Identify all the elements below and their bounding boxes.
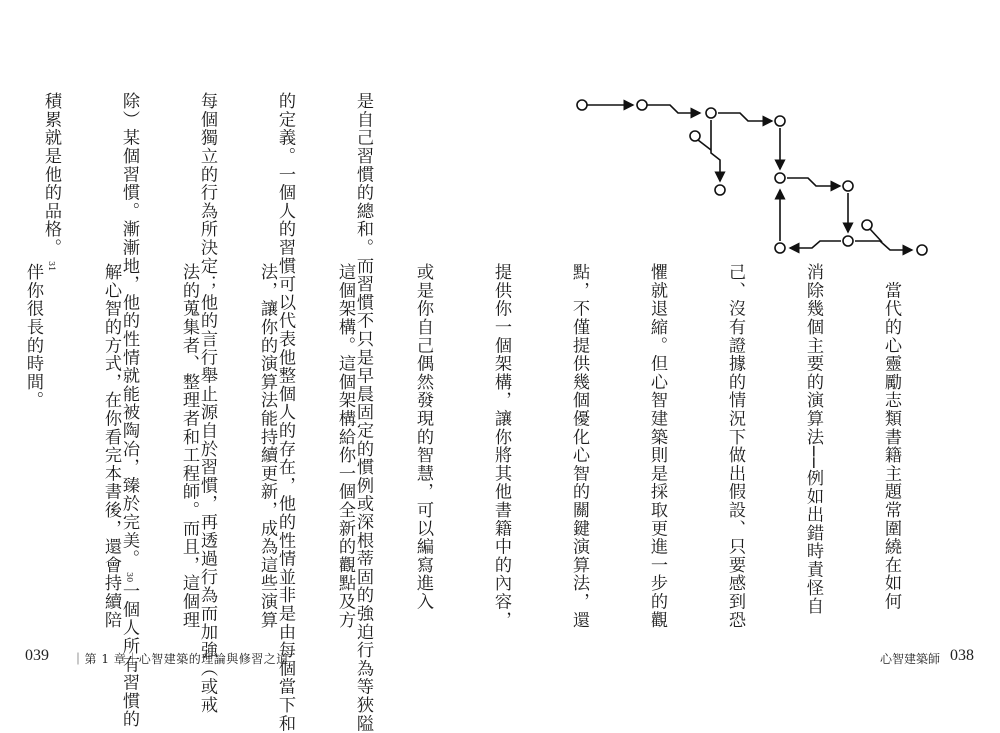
node xyxy=(843,236,853,246)
node xyxy=(917,245,927,255)
node xyxy=(706,108,716,118)
text-line: 是自己習慣的總和。而習慣不只是早晨固定的慣例或深根蒂固的強迫行為等狹隘 xyxy=(353,92,373,733)
algorithm-network-diagram xyxy=(570,80,950,270)
node xyxy=(577,100,587,110)
text-line: 法，讓你的演算法能持續更新，成為這些演算 xyxy=(257,263,277,629)
text-line: 消除幾個主要的演算法──例如出錯時責怪自 xyxy=(803,263,823,616)
text-line: 點，不僅提供幾個優化心智的關鍵演算法，還 xyxy=(569,263,589,629)
text-line: 的定義。一個人的習慣可以代表他整個人的存在，他的性情並非是由每個當下和 xyxy=(275,92,295,733)
text-line: 解心智的方式，在你看完本書後，還會持續陪 xyxy=(101,263,121,629)
text-line: 每個獨立的行為所決定；他的言行舉止源自於習慣，再透過行為而加強（或戒 xyxy=(197,92,217,715)
text-line: 己、沒有證據的情況下做出假設、只要感到恐 xyxy=(725,263,745,629)
node xyxy=(715,185,725,195)
text-line: 除）某個習慣。漸漸地，他的性情就能被陶冶，臻於完美。30一個人所有習慣的 xyxy=(116,92,142,622)
footnote-marker: 31 xyxy=(47,260,56,271)
text-line: 懼就退縮。但心智建築則是採取更進一步的觀 xyxy=(647,263,667,629)
page-number: 039 xyxy=(25,647,49,664)
text-line: 當代的心靈勵志類書籍主題常圍繞在如何 xyxy=(881,263,901,611)
text-line: 法的蒐集者、整理者和工程師。而且，這個理 xyxy=(179,263,199,629)
node xyxy=(775,116,785,126)
node xyxy=(775,243,785,253)
node xyxy=(690,131,700,141)
node xyxy=(862,220,872,230)
text-line: 伴你很長的時間。 xyxy=(23,263,43,410)
text-line: 提供你一個架構，讓你將其他書籍中的內容， xyxy=(491,263,511,629)
node xyxy=(637,100,647,110)
running-head: 心智建築師 xyxy=(880,652,941,666)
running-head: ｜第 1 章｜心智建築的理論與修習之道 xyxy=(72,652,289,666)
text-line: 這個架構。這個架構給你一個全新的觀點及方 xyxy=(335,263,355,629)
page-number: 038 xyxy=(950,647,974,664)
node xyxy=(775,173,785,183)
text-line: 或是你自己偶然發現的智慧，可以編寫進入 xyxy=(413,263,433,611)
node xyxy=(843,181,853,191)
footnote-marker: 30 xyxy=(125,571,134,582)
right-page-body xyxy=(0,260,956,629)
text-line: 積累就是他的品格。31 xyxy=(38,92,64,622)
